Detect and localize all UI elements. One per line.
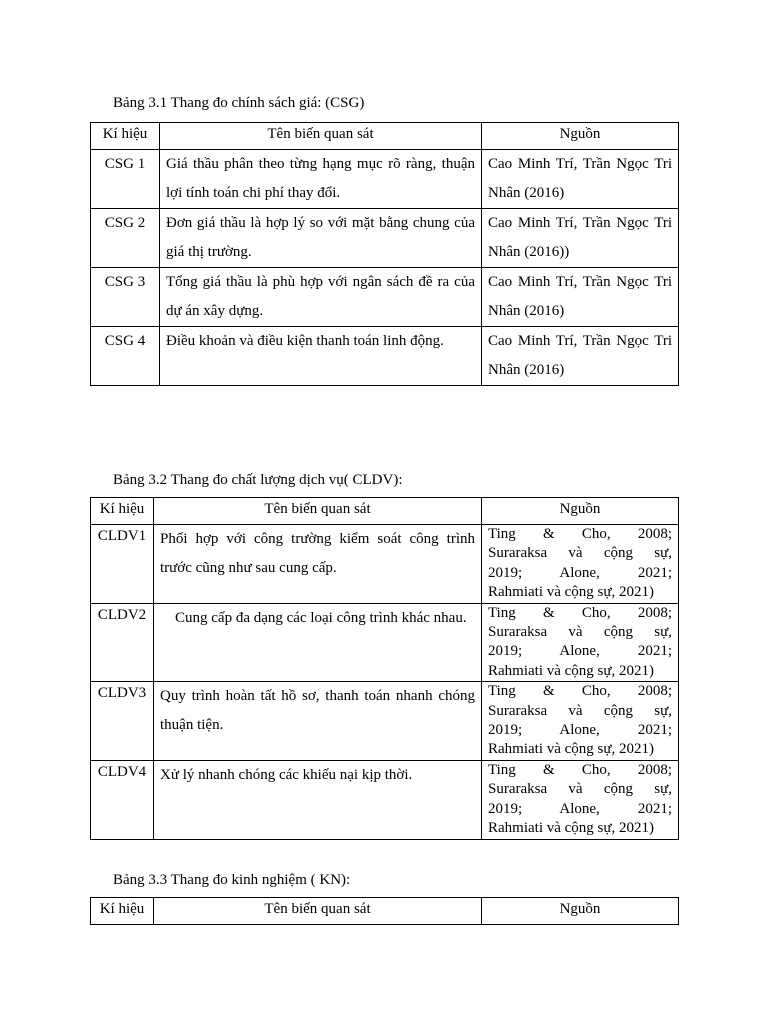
row-code: CSG 3 <box>91 268 160 327</box>
src-line: 2019; Alone, 2021; <box>488 643 672 660</box>
src-line: Ting & Cho, 2008; <box>488 526 672 542</box>
src-line: Rahmiati và cộng sự, 2021) <box>488 820 655 837</box>
src-line: 2019; Alone, 2021; <box>488 722 672 739</box>
table2-header-src: Nguồn <box>482 498 679 525</box>
src-line: Ting & Cho, 2008; <box>488 683 672 700</box>
row-code: CLDV4 <box>91 760 154 839</box>
src-line: Rahmiati và cộng sự, 2021) <box>488 741 655 758</box>
table1 <box>90 122 679 386</box>
table2-header-code: Kí hiệu <box>91 498 154 525</box>
src-line: Suraraksa và cộng sự, <box>488 624 672 641</box>
row-desc: Đơn giá thầu là hợp lý so với mặt bằng chung của giá thị trường. <box>160 209 482 268</box>
table3 <box>90 897 679 925</box>
row-src: Cao Minh Trí, Trần Ngọc Tri Nhân (2016) <box>482 327 679 386</box>
src-line: Ting & Cho, 2008; <box>488 761 672 778</box>
table1-header-row <box>91 123 679 150</box>
table2-header-row <box>91 498 679 525</box>
src-line: Rahmiati và cộng sự, 2021) <box>488 662 655 679</box>
row-code: CSG 2 <box>91 209 160 268</box>
table3-caption: Bảng 3.3 Thang đo kinh nghiệm ( KN): <box>113 872 351 888</box>
row-code: CSG 4 <box>91 327 160 386</box>
table1-caption: Bảng 3.1 Thang đo chính sách giá: (CSG) <box>113 95 365 111</box>
row-src: Cao Minh Trí, Trần Ngọc Tri Nhân (2016)) <box>482 209 679 268</box>
src-line: Suraraksa và cộng sự, <box>488 781 672 798</box>
row-src <box>482 682 679 761</box>
src-line: 2019; Alone, 2021; <box>488 800 672 817</box>
table-row <box>91 760 679 839</box>
row-src: Cao Minh Trí, Trần Ngọc Tri Nhân (2016) <box>482 268 679 327</box>
row-code: CLDV2 <box>91 603 154 682</box>
row-desc: Phối hợp với công trường kiểm soát công trình trước cũng như sau cung cấp. <box>154 525 482 604</box>
row-desc: Điều khoản và điều kiện thanh toán linh động. <box>160 327 482 386</box>
src-line: Ting & Cho, 2008; <box>488 604 672 621</box>
table1-header-desc: Tên biến quan sát <box>160 123 482 150</box>
table3-header-desc: Tên biến quan sát <box>154 898 482 925</box>
table-row <box>91 525 679 604</box>
table-row <box>91 268 679 327</box>
row-desc: Tổng giá thầu là phù hợp với ngân sách đề ra của dự án xây dựng. <box>160 268 482 327</box>
row-desc: Cung cấp đa dạng các loại công trình khác nhau. <box>154 603 482 682</box>
row-src <box>482 603 679 682</box>
table-row <box>91 682 679 761</box>
table-row <box>91 209 679 268</box>
row-code: CLDV3 <box>91 682 154 761</box>
row-desc: Quy trình hoàn tất hồ sơ, thanh toán nhanh chóng thuận tiện. <box>154 682 482 761</box>
table3-header-src: Nguồn <box>482 898 679 925</box>
table2-caption: Bảng 3.2 Thang đo chất lượng dịch vụ( CLDV): <box>113 472 403 488</box>
table-row <box>91 327 679 386</box>
table-row <box>91 603 679 682</box>
row-src <box>482 525 679 604</box>
row-desc: Giá thầu phân theo từng hạng mục rõ ràng, thuận lợi tính toán chi phí thay đổi. <box>160 150 482 209</box>
src-line: Suraraksa và cộng sự, <box>488 545 672 562</box>
row-src <box>482 760 679 839</box>
row-desc: Xử lý nhanh chóng các khiếu nại kịp thời. <box>154 760 482 839</box>
table3-header-row <box>91 898 679 925</box>
table1-header-code: Kí hiệu <box>91 123 160 150</box>
src-line: 2019; Alone, 2021; <box>488 564 672 581</box>
table2-header-desc: Tên biến quan sát <box>154 498 482 525</box>
table3-header-code: Kí hiệu <box>91 898 154 925</box>
src-line: Suraraksa và cộng sự, <box>488 702 672 719</box>
row-code: CLDV1 <box>91 525 154 604</box>
src-line: Rahmiati và cộng sự, 2021) <box>488 584 655 601</box>
table2 <box>90 497 679 840</box>
table-row <box>91 150 679 209</box>
table1-header-src: Nguồn <box>482 123 679 150</box>
row-src: Cao Minh Trí, Trần Ngọc Tri Nhân (2016) <box>482 150 679 209</box>
row-code: CSG 1 <box>91 150 160 209</box>
